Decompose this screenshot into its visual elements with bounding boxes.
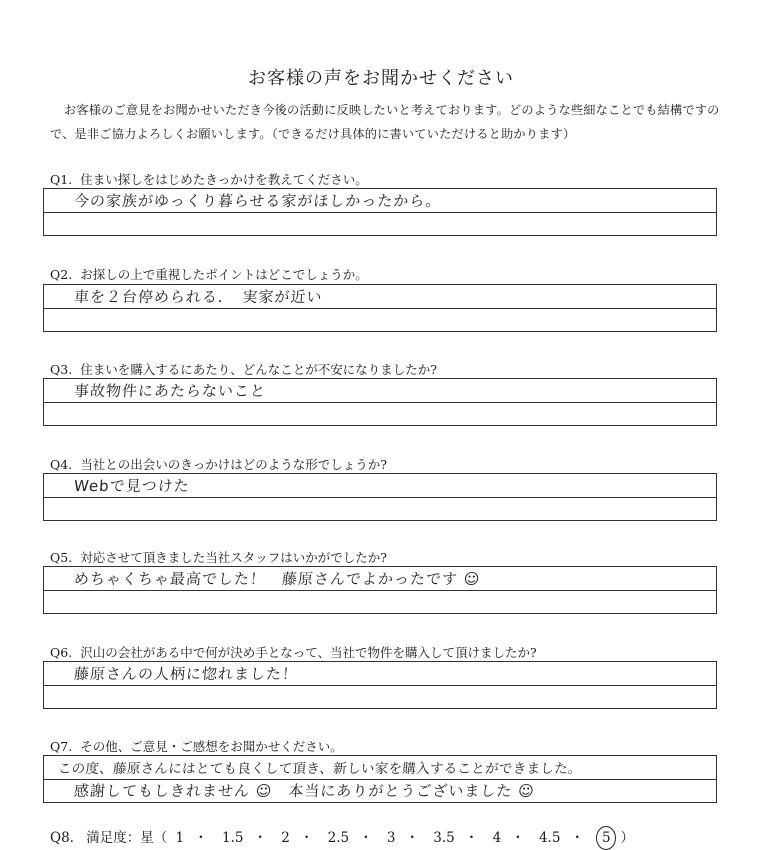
answer-5-line-1: めちゃくちゃ最高でした！ 藤原さんでよかったです ☺ [73,570,482,588]
rating-option[interactable]: 2.5 [327,830,350,846]
question-6-label [50,643,537,661]
answer-box-2[interactable] [43,284,717,332]
question-3-label [50,360,437,378]
rating-option[interactable]: 1.5 [221,830,244,846]
satisfaction-rating: Q8. 満足度：星（ 1 ・ 1.5 ・ 2 ・ 2.5 ・ 3 ・ 3.5 ・ 4 ・ 4.5 ・ 5 ） [50,826,634,850]
intro-text: お客様のご意見をお聞かせいただき今後の活動に反映したいと考えております。どのような些細なことでも結構ですので、是非ご協力よろしくお願いします。（できるだけ具体的に書いていただけると助かります） [50,103,720,141]
rating-label: 満足度：星（ [86,830,168,846]
rating-close-paren: ） [620,830,635,846]
answer-divider [44,402,716,403]
answer-6-line-1: 藤原さんの人柄に惚れました！ [73,665,299,683]
answer-divider [44,685,716,686]
rating-option-selected[interactable]: 5 [596,826,616,850]
question-text: 対応させて頂きました当社スタッフはいかがでしたか? [80,550,387,565]
rating-option[interactable]: 2 [281,830,290,846]
answer-divider [44,497,716,498]
page-title: お客様の声をお聞かせください [248,68,514,89]
question-1-label [50,170,368,188]
answer-divider [44,308,716,309]
answer-1-line-1: 今の家族がゆっくり暮らせる家がほしかったから。 [73,192,443,210]
rating-option[interactable]: 4 [492,830,502,846]
question-number: Q7. [50,739,73,754]
answer-box-5[interactable] [43,566,717,614]
question-number: Q3. [50,362,73,377]
question-text: 沢山の会社がある中で何が決め手となって、当社で物件を購入して頂けましたか? [80,645,537,660]
answer-7-line-2: 感謝してもしきれません ☺ 本当にありがとうございました ☺ [73,782,536,800]
question-number: Q8. [50,830,74,846]
answer-divider [44,590,716,591]
answer-4-line-1: Webで見つけた [73,477,191,495]
rating-option[interactable]: 3 [386,830,396,846]
question-2-label [50,265,368,283]
answer-divider [44,212,716,213]
rating-option[interactable]: 4.5 [538,830,561,846]
answer-2-line-1: 車を２台停められる． 実家が近い [73,288,324,306]
question-7-label [50,737,343,755]
answer-box-7[interactable] [43,755,717,803]
question-number: Q5. [50,550,73,565]
answer-box-6[interactable] [43,661,717,709]
question-text: お探しの上で重視したポイントはどこでしょうか。 [80,267,368,282]
answer-box-3[interactable] [43,378,717,426]
question-number: Q1. [50,172,73,187]
answer-box-4[interactable] [43,473,717,521]
question-number: Q4. [50,457,73,472]
answer-3-line-1: 事故物件にあたらないこと [73,382,267,400]
question-5-label [50,548,387,566]
question-number: Q6. [50,645,73,660]
rating-option[interactable]: 3.5 [433,830,455,846]
question-number: Q2. [50,267,73,282]
question-text: その他、ご意見・ご感想をお聞かせください。 [80,739,343,754]
rating-option[interactable]: 1 [175,830,185,846]
question-text: 住まい探しをはじめたきっかけを教えてください。 [80,172,368,187]
question-text: 住まいを購入するにあたり、どんなことが不安になりましたか? [80,362,437,377]
question-4-label [50,455,387,473]
question-text: 当社との出会いのきっかけはどのような形でしょうか? [80,457,387,472]
answer-7-line-1: この度、藤原さんにはとても良くして頂き、新しい家を購入することができました。 [57,761,583,777]
answer-box-1[interactable] [43,188,717,236]
